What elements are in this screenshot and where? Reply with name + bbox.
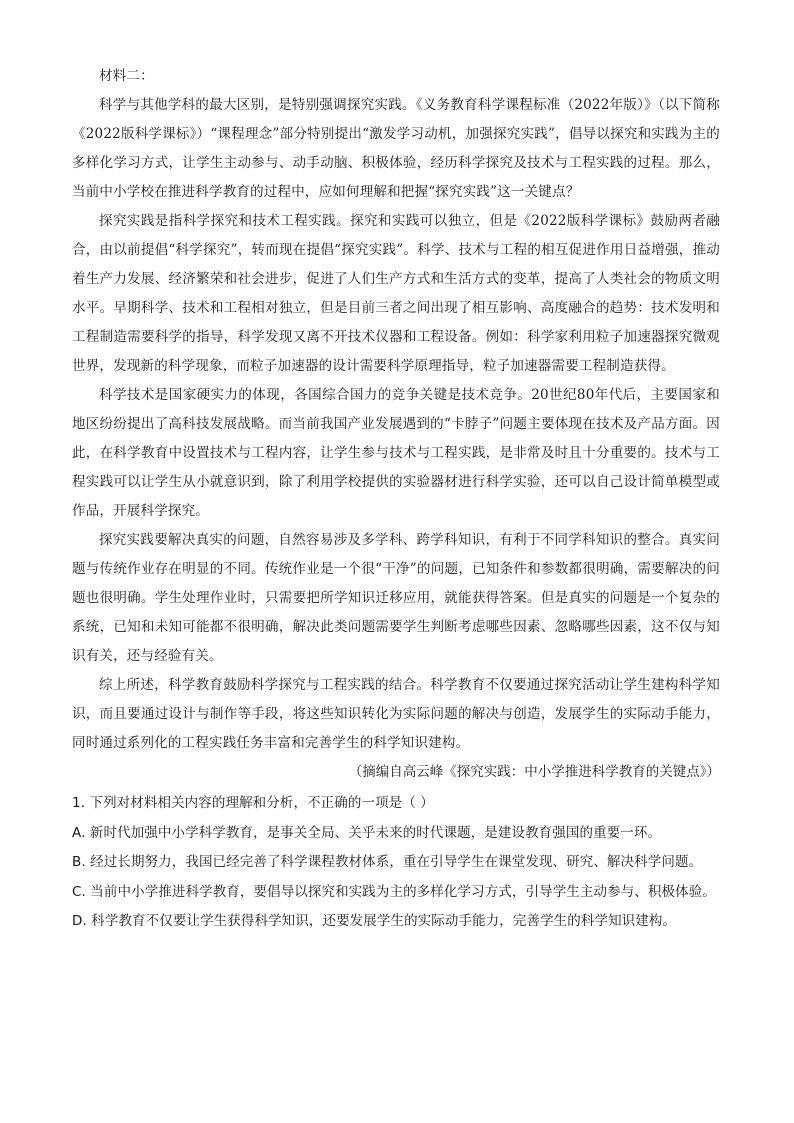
material-source: （摘编自高云峰《探究实践：中小学推进科学教育的关键点》） — [348, 764, 720, 780]
option-b: B. 经过长期努力，我国已经完善了科学课程教材体系，重在引导学生在课堂发现、研究、解决科学问题。 — [72, 854, 703, 870]
material-paragraph-1: 科学与其他学科的最大区别，是特别强调探究实践。《义务教育科学课程标准（2022年版）》（以下简称《2022版科学课标》）“课程理念”部分特别提出“激发学习动机，加强探究实践”，倡导以探究和实践为主的多样化学习方式，让学生主动参与、动手动脑、积极体验，经历科学探究及技术与工程实践的过程。那么，当前中小学校在推进科学教育的过程中，应如何理解和把握“探究实践”这一关键点？ — [72, 97, 720, 200]
material-paragraph-5: 综上所述，科学教育鼓励科学探究与工程实践的结合。科学教育不仅要通过探究活动让学生建构科学知识，而且要通过设计与制作等手段，将这些知识转化为实际问题的解决与创造，发展学生的实际动手能力，同时通过系列化的工程实践任务丰富和完善学生的科学知识建构。 — [72, 677, 720, 751]
material-paragraph-3: 科学技术是国家硬实力的体现，各国综合国力的竞争关键是技术竞争。20世纪80年代后，主要国家和地区纷纷提出了高科技发展战略。而当前我国产业发展遇到的“卡脖子”问题主要体现在技术及产品方面。因此，在科学教育中设置技术与工程内容，让学生参与技术与工程实践，是非常及时且十分重要的。技术与工程实践可以让学生从小就意识到，除了利用学校提供的实验器材进行科学实验，还可以自己设计简单模型或作品，开展科学探究。 — [72, 387, 720, 519]
question-stem: 1. 下列对材料相关内容的理解和分析，不正确的一项是（ ） — [72, 795, 434, 811]
option-a: A. 新时代加强中小学科学教育，是事关全局、关乎未来的时代课题，是建设教育强国的重要一环。 — [72, 824, 662, 841]
document-content — [72, 62, 720, 937]
material-paragraph-2: 探究实践是指科学探究和技术工程实践。探究和实践可以独立，但是《2022版科学课标》鼓励两者融合，由以前提倡“科学探究”，转而现在提倡“探究实践”。科学、技术与工程的相互促进作用日益增强，推动着生产力发展、经济繁荣和社会进步，促进了人们生产方式和生活方式的变革，提高了人类社会的物质文明水平。早期科学、技术和工程相对独立，但是目前三者之间出现了相互影响、高度融合的趋势：技术发明和工程制造需要科学的指导，科学发现又离不开技术仪器和工程设备。例如：科学家利用粒子加速器探究微观世界，发现新的科学现象，而粒子加速器的设计需要科学原理指导，粒子加速器需要工程制造获得。 — [72, 213, 720, 374]
material-paragraph-4: 探究实践要解决真实的问题，自然容易涉及多学科、跨学科知识，有利于不同学科知识的整合。真实问题与传统作业存在明显的不同。传统作业是一个很“干净”的问题，已知条件和参数都很明确，需要解决的问题也很明确。学生处理作业时，只需要把所学知识迁移应用，就能获得答案。但是真实的问题是一个复杂的系统，已知和未知可能都不很明确，解决此类问题需要学生判断考虑哪些因素、忽略哪些因素，这不仅与知识有关，还与经验有关。 — [72, 532, 720, 664]
option-d: D. 科学教育不仅要让学生获得科学知识，还要发展学生的实际动手能力，完善学生的科学知识建构。 — [72, 913, 677, 929]
question-block — [72, 789, 720, 937]
material-heading: 材料二： — [99, 68, 154, 84]
option-c: C. 当前中小学推进科学教育，要倡导以探究和实践为主的多样化学习方式，引导学生主动参与、积极体验。 — [72, 883, 716, 900]
